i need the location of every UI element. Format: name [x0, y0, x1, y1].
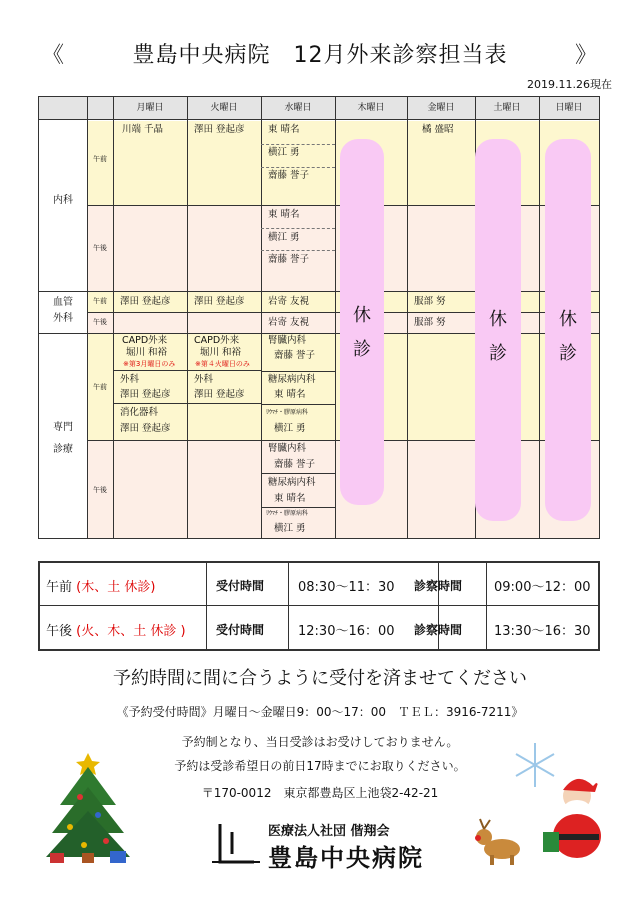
- am-closed: (木、土 休診): [76, 580, 156, 595]
- closed-sat: [475, 139, 521, 521]
- senmon-am-tue-capd: CAPD外来: [194, 335, 240, 346]
- pm-row-label: [46, 620, 186, 639]
- senmon-am-mon-capd: CAPD外来: [122, 335, 168, 346]
- closed-sat-label: 休 診: [489, 309, 507, 364]
- senmon-pm-wed-tou: 糖尿病内科: [268, 477, 316, 488]
- naika-am-tue: 澤田 登起彦: [194, 124, 245, 135]
- senmon-am-wed-tou-doc: 東 晴名: [274, 389, 306, 400]
- pm-exam-label: 診察時間: [414, 623, 463, 637]
- pm-reception-time: 12:30〜16：00: [298, 624, 395, 639]
- naika-pm-wed-1: 東 晴名: [268, 209, 300, 220]
- kekkan-am-wed: 岩寄 友視: [268, 296, 310, 307]
- header-tue: 火曜日: [187, 97, 261, 120]
- naika-am-label: 午前: [93, 155, 107, 163]
- santa-icon: [535, 772, 613, 864]
- header-thu: 木曜日: [335, 97, 407, 120]
- corporation-name: 医療法人社団 偕翔会: [268, 824, 390, 839]
- kekkan-am-label: 午前: [93, 297, 107, 305]
- senmon-am-wed-rheu: ﾘｳﾏﾁ・膠原病科: [266, 409, 309, 416]
- header-sat: 土曜日: [475, 97, 539, 120]
- senmon-pm-wed-rheu: ﾘｳﾏﾁ・膠原病科: [266, 510, 309, 517]
- senmon-am-label: 午前: [93, 383, 107, 391]
- header-wed: 水曜日: [261, 97, 335, 120]
- naika-am-wed-3: 齋藤 誉子: [268, 170, 310, 181]
- am-exam-label: 診察時間: [414, 579, 463, 593]
- naika-am-wed-2: 横江 勇: [268, 147, 300, 158]
- am-exam-time: 09:00〜12：00: [494, 580, 591, 595]
- pm-exam-time: 13:30〜16：30: [494, 624, 591, 639]
- senmon-pm-wed-tou-doc: 東 晴名: [274, 493, 306, 504]
- naika-am-fri: 橘 盛昭: [422, 124, 454, 135]
- header-sun: 日曜日: [539, 97, 599, 120]
- senmon-am-mon-geka: 外科: [120, 374, 140, 385]
- senmon-am-wed-tou: 糖尿病内科: [268, 374, 316, 385]
- kekkan-pm-fri: 服部 努: [414, 317, 446, 328]
- title-open-bracket: 《: [42, 43, 66, 68]
- page-title: [0, 38, 640, 69]
- dept-kekkan: 血管 外科: [53, 297, 73, 324]
- hours-table: [38, 561, 600, 651]
- senmon-am-mon-shoka: 消化器科: [120, 407, 159, 418]
- kekkan-pm-label: 午後: [93, 318, 107, 326]
- hospital-logo-icon: [210, 822, 262, 866]
- naika-am-wed-1: 東 晴名: [268, 124, 300, 135]
- senmon-am-mon-capd-note: ※第3月曜日のみ: [123, 360, 176, 368]
- pm-reception-label: 受付時間: [216, 623, 265, 637]
- address: 〒170-0012 東京都豊島区上池袋2-42-21: [201, 786, 439, 800]
- senmon-am-tue-capd-note: ※第４火曜日のみ: [195, 360, 250, 368]
- senmon-am-mon-geka-doc: 澤田 登起彦: [120, 389, 171, 400]
- senmon-am-wed-rheu-doc: 横江 勇: [274, 423, 306, 434]
- notice-reservation-only: 予約制となり、当日受診はお受けしておりません。: [181, 735, 459, 749]
- senmon-pm-label: 午後: [93, 486, 107, 494]
- header-mon: 月曜日: [113, 97, 187, 120]
- kekkan-am-tue: 澤田 登起彦: [194, 296, 245, 307]
- senmon-am-wed-jin: 腎臓内科: [268, 335, 307, 346]
- notice-headline: 予約時間に間に合うように受付を済ませてください: [113, 668, 527, 689]
- header-corner-2: [87, 97, 113, 120]
- dept-naika: 内科: [53, 195, 73, 206]
- notice-deadline: 予約は受診希望日の前日17時までにお取りください。: [174, 759, 466, 773]
- senmon-pm-wed-rheu-doc: 横江 勇: [274, 523, 306, 534]
- am-label: 午前: [46, 580, 73, 595]
- am-row-label: [46, 576, 155, 595]
- closed-sun-label: 休 診: [559, 309, 577, 364]
- header-fri: 金曜日: [407, 97, 475, 120]
- header-corner: [39, 97, 87, 120]
- christmas-tree-icon: [40, 745, 136, 865]
- senmon-pm-wed-jin-doc: 齋藤 誉子: [274, 459, 316, 470]
- pm-closed: (火、木、土 休診 ): [76, 624, 186, 639]
- am-reception-time: 08:30〜11：30: [298, 580, 395, 595]
- senmon-am-tue-geka-doc: 澤田 登起彦: [194, 389, 245, 400]
- kekkan-am-fri: 服部 努: [414, 296, 446, 307]
- closed-thu-label: 休 診: [353, 305, 371, 360]
- senmon-am-mon-capd-doc: 堀川 和裕: [126, 347, 168, 358]
- title-text: 豊島中央病院 12月外来診察担当表: [132, 43, 508, 68]
- senmon-am-tue-geka: 外科: [194, 374, 214, 385]
- title-close-bracket: 》: [574, 43, 598, 68]
- pm-label: 午後: [46, 624, 73, 639]
- as-of-date: 2019.11.26現在: [527, 78, 612, 91]
- senmon-am-mon-shoka-doc: 澤田 登起彦: [120, 423, 171, 434]
- senmon-am-wed-jin-doc: 齋藤 誉子: [274, 350, 316, 361]
- schedule-table: [38, 96, 600, 539]
- closed-thu: [340, 139, 384, 505]
- naika-pm-wed-3: 齋藤 誉子: [268, 254, 310, 265]
- senmon-am-tue-capd-doc: 堀川 和裕: [200, 347, 242, 358]
- reservation-hours: 《予約受付時間》月曜日〜金曜日9：00〜17：00 ＴＥＬ：3916-7211》: [116, 705, 524, 719]
- naika-pm-wed-2: 横江 勇: [268, 232, 300, 243]
- reindeer-icon: [470, 815, 530, 867]
- senmon-pm-wed-jin: 腎臓内科: [268, 443, 307, 454]
- kekkan-pm-wed: 岩寄 友視: [268, 317, 310, 328]
- dept-senmon: 専門 診療: [53, 422, 73, 455]
- naika-am-mon: 川端 千晶: [122, 124, 164, 135]
- hospital-name: 豊島中央病院: [268, 844, 424, 872]
- closed-sun: [545, 139, 591, 521]
- naika-pm-label: 午後: [93, 244, 107, 252]
- am-reception-label: 受付時間: [216, 579, 265, 593]
- kekkan-am-mon: 澤田 登起彦: [120, 296, 171, 307]
